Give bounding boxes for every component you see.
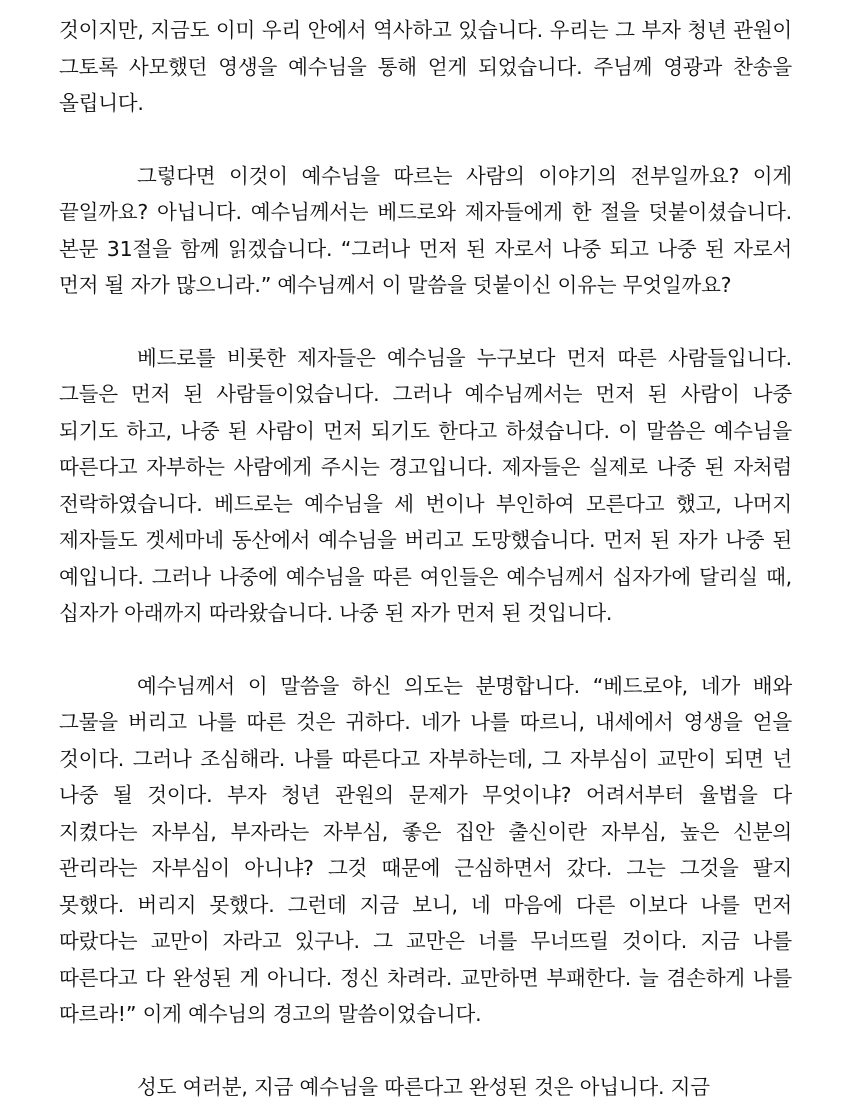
document-page [59,12,792,1105]
paragraph: 것이지만, 지금도 이미 우리 안에서 역사하고 있습니다. 우리는 그 부자 청년 관원이 그토록 사모했던 영생을 예수님을 통해 얻게 되었습니다. 주님께 영광과 찬송을 올립니다. [59,18,792,115]
paragraph: 성도 여러분, 지금 예수님을 따른다고 완성된 것은 아닙니다. 지금 [137,1074,710,1099]
paragraph: 그렇다면 이것이 예수님을 따르는 사람의 이야기의 전부일까요? 이게 끝일까요? 아닙니다. 예수님께서는 베드로와 제자들에게 한 절을 덧붙이셨습니다. 본문 31절을 함께 읽겠습니다. “그러나 먼저 된 자로서 나중 되고 나중 된 자로서 먼저 될 자가 많으니라.” 예수님께서 이 말씀을 덧붙이신 이유는 무엇일까요? [59,163,792,297]
paragraph: 예수님께서 이 말씀을 하신 의도는 분명합니다. “베드로야, 네가 배와 그물을 버리고 나를 따른 것은 귀하다. 네가 나를 따르니, 내세에서 영생을 얻을 것이다. 그러나 조심해라. 나를 따른다고 자부하는데, 그 자부심이 교만이 되면 넌 나중 될 것이다. 부자 청년 관원의 문제가 무엇이냐? 어려서부터 율법을 다 지켰다는 자부심, 부자라는 자부심, 좋은 집안 출신이란 자부심, 높은 신분의 관리라는 자부심이 아니냐? 그것 때문에 근심하면서 갔다. 그는 그것을 팔지 못했다. 버리지 못했다. 그런데 지금 보니, 네 마음에 다른 이보다 나를 먼저 따랐다는 교만이 자라고 있구나. 그 교만은 너를 무너뜨릴 것이다. 지금 나를 따른다고 다 완성된 게 아니다. 정신 차려라. 교만하면 부패한다. 늘 겸손하게 나를 따르라!” 이게 예수님의 경고의 말씀이었습니다. [59,673,792,1026]
paragraph: 베드로를 비롯한 제자들은 예수님을 누구보다 먼저 따른 사람들입니다. 그들은 먼저 된 사람들이었습니다. 그러나 예수님께서는 먼저 된 사람이 나중 되기도 하고, 나중 된 사람이 먼저 되기도 한다고 하셨습니다. 이 말씀은 예수님을 따른다고 자부하는 사람에게 주시는 경고입니다. 제자들은 실제로 나중 된 자처럼 전락하였습니다. 베드로는 예수님을 세 번이나 부인하여 모른다고 했고, 나머지 제자들도 겟세마네 동산에서 예수님을 버리고 도망했습니다. 먼저 된 자가 나중 된 예입니다. 그러나 나중에 예수님을 따른 여인들은 예수님께서 십자가에 달리실 때, 십자가 아래까지 따라왔습니다. 나중 된 자가 먼저 된 것입니다. [59,345,792,625]
